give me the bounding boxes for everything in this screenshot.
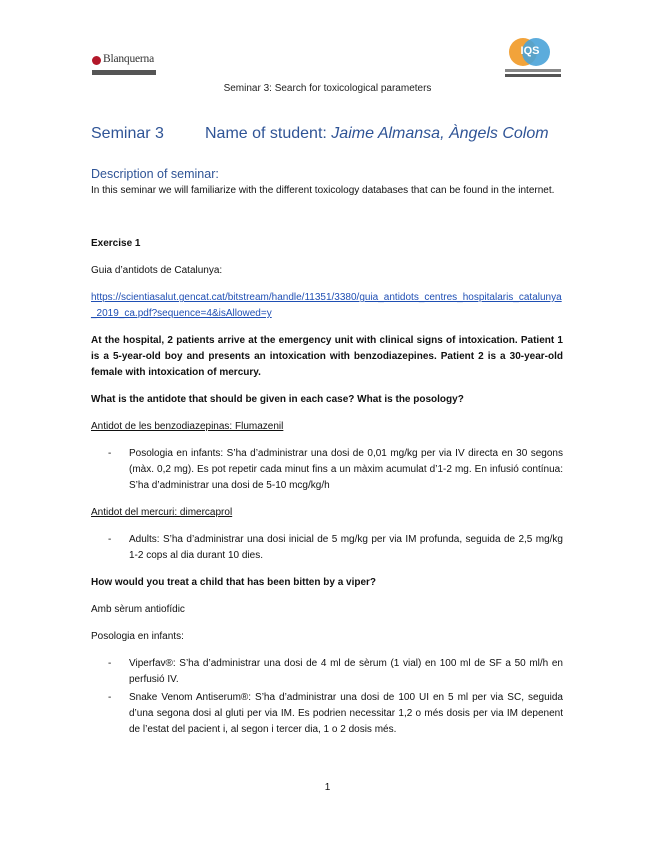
bullet-dash: - [108,658,112,669]
page-number: 1 [324,782,331,793]
document-body [91,165,563,738]
guide-link[interactable]: https://scientiasalut.gencat.cat/bitstream/handle/11351/3380/guia_antidots_centres_hospitalaris_catalunya_2019_ca.pdf?sequence=4&isAllowed=y [91,292,562,319]
viperfav-posology: Viperfav®: S’ha d’administrar una dosi de 4 ml de sèrum (1 vial) en 100 ml de SF a 50 ml/h en perfusió IV. [129,658,563,685]
exercise-label: Exercise 1 [91,238,141,249]
list-item [91,690,563,738]
description-heading: Description of seminar: [91,167,219,181]
viper-question: How would you treat a child that has been bitten by a viper? [91,577,377,588]
antidote2-heading: Antidot del mercuri: dimercaprol [91,507,233,518]
bullet-dash: - [108,692,112,703]
description-text: In this seminar we will familiarize with the different toxicology databases that can be found in the internet. [91,185,555,196]
list-item [91,446,563,494]
serum-text: Amb sèrum antiofídic [91,604,185,615]
seminar-title: Seminar 3 [91,125,164,142]
bullet-dash: - [108,448,112,459]
guide-title: Guia d’antidots de Catalunya: [91,265,223,276]
student-names: Jaime Almansa, Àngels Colom [331,125,549,142]
list-item [91,532,563,564]
antidote1-posology: Posologia en infants: S’ha d’administrar una dosi de 0,01 mg/kg per via IV directa en 30 segons (màx. 0,2 mg). Es pot repetir cada minut fins a un màxim acumulat d’1-2 mg. En infusió contínua: S’ha d’administrar una dosi de 5-10 mcg/kg/h [129,448,563,491]
antidote1-heading: Antidot de les benzodiazepinas: Flumazenil [91,421,284,432]
iqs-logo-text: IQS [520,45,540,57]
list-item [91,656,563,688]
blanquerna-logo-text: Blanquerna [103,53,155,65]
bullet-dash: - [108,534,112,545]
antiserum-posology: Snake Venom Antiserum®: S’ha d’administrar una dosi de 100 UI en 5 ml per via SC, seguida d’una segona dosi al gluti per via IM. Es podrien necessitar 1,2 o més dosis per via IM depenent de l’estat del pacient i, al segon i tercer dia, 1 o 2 dosis més. [129,692,563,735]
posology-heading: Posologia en infants: [91,631,184,642]
student-name-label: Name of student: [205,125,332,142]
student-name-line [205,125,549,143]
iqs-logo-icon [505,38,563,80]
case-description: At the hospital, 2 patients arrive at the emergency unit with clinical signs of intoxication. Patient 1 is a 5-year-old boy and presents an intoxication with benzodiazepines. Patient 2 is a 30-year-old female with intoxication of mercury. [91,335,563,378]
antidote-question: What is the antidote that should be given in each case? What is the posology? [91,394,464,405]
running-header: Seminar 3: Search for toxicological parameters [223,83,432,94]
blanquerna-logo-icon [92,53,158,79]
antidote2-posology: Adults: S’ha d’administrar una dosi inicial de 5 mg/kg per via IM profunda, seguida de 2,5 mg/kg 1-2 cops al dia durant 10 dies. [129,534,563,561]
